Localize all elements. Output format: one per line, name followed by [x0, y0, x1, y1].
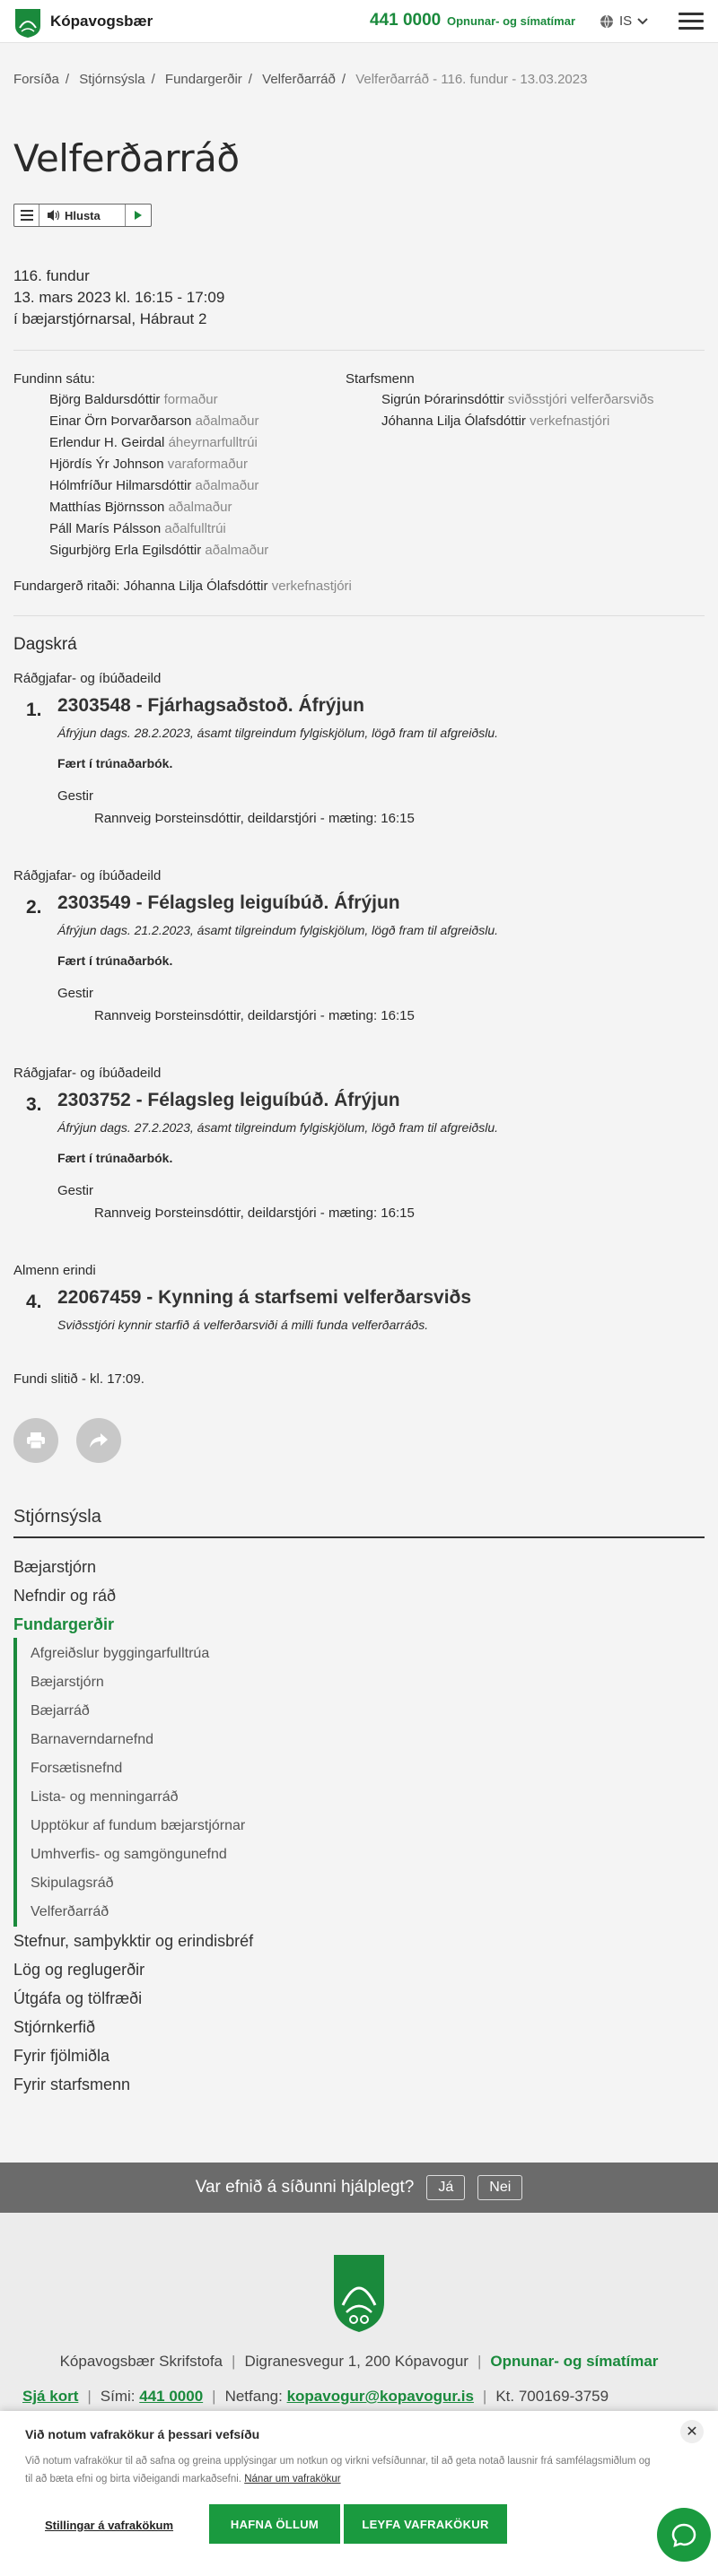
kopavogur-logo[interactable]	[14, 8, 41, 39]
agenda-number: 3.	[26, 1094, 42, 1115]
nav-item[interactable]: Fyrir starfsmenn	[13, 2076, 131, 2093]
nav-item[interactable]: Stjórnkerfið	[13, 2018, 96, 2036]
attendee: Hjördís Ýr Johnson varaformaður	[49, 457, 248, 472]
agenda-title[interactable]: 2303752 - Félagsleg leiguíbúð. Áfrýjun	[57, 1090, 400, 1110]
guests-label: Gestir	[57, 788, 94, 804]
attendee: Matthías Björnsson aðalmaður	[49, 500, 232, 515]
meeting-datetime: 13. mars 2023 kl. 16:15 - 17:09	[13, 289, 225, 306]
agenda-conclusion: Fært í trúnaðarbók.	[57, 756, 173, 770]
listen-player[interactable]	[13, 204, 152, 227]
page-title: Velferðarráð	[13, 136, 240, 180]
guest-entry: Rannveig Þorsteinsdóttir, deildarstjóri - mæting: 16:15	[94, 811, 415, 826]
subnav-item[interactable]: Umhverfis- og samgöngunefnd	[31, 1847, 227, 1862]
agenda-item	[13, 1263, 705, 1332]
meeting-info	[13, 265, 224, 330]
agenda-department: Ráðgjafar- og íbúðadeild	[13, 671, 162, 686]
cookie-banner	[0, 2411, 718, 2576]
section-heading: Stjórnsýsla	[13, 1507, 101, 1527]
agenda-description: Sviðsstjóri kynnir starfið á velferðarsviði á milli funda velferðarráðs.	[57, 1318, 429, 1332]
meeting-location: í bæjarstjórnarsal, Hábraut 2	[13, 310, 207, 327]
agenda-description: Áfrýjun dags. 27.2.2023, ásamt tilgreindum fylgiskjölum, lögð fram til afgreiðslu.	[57, 1120, 499, 1135]
listen-label: Hlusta	[65, 208, 101, 222]
site-header	[0, 0, 718, 43]
attendee: Hólmfríður Hilmarsdóttir aðalmaður	[49, 478, 259, 493]
opening-hours-link[interactable]: Opnunar- og símatímar	[447, 14, 576, 28]
nav-item[interactable]: Fyrir fjölmiðla	[13, 2047, 110, 2065]
subnav-item[interactable]: Barnaverndarnefnd	[31, 1732, 153, 1747]
subnav-item[interactable]: Skipulagsráð	[31, 1875, 114, 1891]
staff-member: Jóhanna Lilja Ólafsdóttir verkefnastjóri	[381, 413, 610, 429]
breadcrumb-fundargerdir[interactable]: Fundargerðir	[164, 72, 242, 87]
guest-entry: Rannveig Þorsteinsdóttir, deildarstjóri - mæting: 16:15	[94, 1008, 415, 1023]
agenda-number: 1.	[26, 700, 42, 720]
agenda-number: 4.	[26, 1292, 42, 1312]
attendees-heading: Fundinn sátu:	[13, 371, 95, 387]
print-icon[interactable]	[13, 1418, 58, 1463]
agenda-description: Áfrýjun dags. 21.2.2023, ásamt tilgreindum fylgiskjölum, lögð fram til afgreiðslu.	[57, 923, 499, 937]
language-selector[interactable]	[600, 13, 648, 29]
subnav-item[interactable]: Upptökur af fundum bæjarstjórnar	[31, 1818, 246, 1833]
listen-button[interactable]	[39, 205, 126, 226]
breadcrumb-home[interactable]: Forsíða	[13, 72, 59, 87]
breadcrumb-stjornsysla[interactable]: Stjórnsýsla	[79, 72, 145, 87]
feedback-no-button[interactable]: Nei	[477, 2175, 522, 2200]
nav-item[interactable]: Útgáfa og tölfræði	[13, 1989, 143, 2007]
agenda-title[interactable]: 2303548 - Fjárhagsaðstoð. Áfrýjun	[57, 695, 364, 716]
cookie-text: Við notum vafrakökur til að safna og greina upplýsingar um notkun og virkni vefsíðunnar, til að geta notað lausnir frá samfélagsmiðlum og til að bæta efni og birta viðeigandi markaðsefni. Nánar um vafrakökur	[25, 2456, 651, 2485]
subnav-item[interactable]: Velferðarráð	[31, 1904, 109, 1919]
agenda-item	[13, 1066, 705, 1221]
cookie-settings-link[interactable]: Stillingar á vafrakökum	[45, 2519, 174, 2532]
language-label: IS	[619, 13, 633, 29]
agenda-item	[13, 671, 705, 826]
nav-item[interactable]: Stefnur, samþykktir og erindisbréf	[13, 1932, 254, 1950]
nav-item[interactable]: Bæjarstjórn	[13, 1558, 97, 1576]
attendee: Einar Örn Þorvarðarson aðalmaður	[49, 413, 259, 429]
nav-item[interactable]: Nefndir og ráð	[13, 1587, 117, 1605]
agenda-heading: Dagskrá	[13, 635, 77, 654]
accept-cookies-button[interactable]: LEYFA VAFRAKÖKUR	[344, 2504, 507, 2544]
attendees-list	[49, 389, 268, 561]
guests-label: Gestir	[57, 1183, 94, 1198]
footer-address: Kópavogsbær Skrifstofa | Digranesvegur 1, 200 Kópavogur | Opnunar- og símatímar	[59, 2353, 659, 2370]
footer-contact: Sjá kort | Sími: 441 0000 | Netfang: kopavogur@kopavogur.is | Kt. 700169-3759	[22, 2388, 609, 2405]
cookie-title: Við notum vafrakökur á þessari vefsíðu	[25, 2427, 260, 2441]
agenda-conclusion: Fært í trúnaðarbók.	[57, 953, 173, 968]
agenda-conclusion: Fært í trúnaðarbók.	[57, 1151, 173, 1165]
header-phone[interactable]: 441 0000	[370, 11, 442, 30]
kopavogur-crest-icon	[332, 2253, 386, 2334]
map-link[interactable]: Sjá kort	[22, 2388, 79, 2405]
agenda-description: Áfrýjun dags. 28.2.2023, ásamt tilgreindum fylgiskjölum, lögð fram til afgreiðslu.	[57, 726, 499, 740]
agenda-department: Almenn erindi	[13, 1263, 96, 1278]
nav-item-active[interactable]: Fundargerðir	[13, 1615, 115, 1633]
minutes-writer: Fundargerð ritaði: Jóhanna Lilja Ólafsdóttir verkefnastjóri	[13, 579, 352, 594]
staff-list	[381, 389, 653, 432]
agenda-department: Ráðgjafar- og íbúðadeild	[13, 868, 162, 883]
subnav-item[interactable]: Forsætisnefnd	[31, 1761, 123, 1776]
subnav-indicator	[13, 1638, 17, 1927]
feedback-question: Var efnið á síðunni hjálplegt?	[195, 2178, 415, 2197]
speaker-icon	[47, 209, 61, 222]
attendee: Páll Marís Pálsson aðalfulltrúi	[49, 521, 226, 536]
breadcrumb: Forsíða / Stjórnsýsla / Fundargerðir / Velferðarráð / Velferðarráð - 116. fundur - 13.03.2023	[13, 72, 588, 87]
agenda-title[interactable]: 22067459 - Kynning á starfsemi velferðarsviðs	[57, 1287, 472, 1308]
subnav-item[interactable]: Bæjarráð	[31, 1703, 90, 1719]
play-icon[interactable]	[126, 210, 151, 221]
attendee: Sigurbjörg Erla Egilsdóttir aðalmaður	[49, 543, 269, 558]
divider	[13, 350, 705, 351]
subnav-item[interactable]: Bæjarstjórn	[31, 1675, 104, 1690]
agenda-department: Ráðgjafar- og íbúðadeild	[13, 1066, 162, 1081]
agenda-title[interactable]: 2303549 - Félagsleg leiguíbúð. Áfrýjun	[57, 892, 400, 913]
guest-entry: Rannveig Þorsteinsdóttir, deildarstjóri - mæting: 16:15	[94, 1205, 415, 1221]
reject-all-button[interactable]: HAFNA ÖLLUM	[209, 2504, 340, 2544]
meeting-closed: Fundi slitið - kl. 17:09.	[13, 1371, 144, 1387]
guests-label: Gestir	[57, 986, 94, 1001]
agenda-number: 2.	[26, 897, 42, 918]
agenda-item	[13, 868, 705, 1023]
share-icon[interactable]	[76, 1418, 121, 1463]
listen-menu-icon[interactable]	[14, 205, 39, 226]
staff-heading: Starfsmenn	[346, 371, 415, 387]
chat-icon[interactable]	[657, 2508, 711, 2562]
subnav-item[interactable]: Afgreiðslur byggingarfulltrúa	[31, 1646, 210, 1661]
chevron-down-icon	[637, 18, 648, 25]
close-icon[interactable]: ✕	[680, 2420, 704, 2443]
feedback-yes-button[interactable]: Já	[426, 2175, 465, 2200]
footer-hours-link[interactable]: Opnunar- og símatímar	[490, 2353, 659, 2370]
divider	[13, 615, 705, 616]
breadcrumb-velferdarrad[interactable]: Velferðarráð	[262, 72, 336, 87]
cookie-more-link[interactable]: Nánar um vafrakökur	[244, 2474, 341, 2485]
attendee: Erlendur H. Geirdal áheyrnarfulltrúi	[49, 435, 258, 450]
divider	[13, 1536, 705, 1538]
subnav-item[interactable]: Lista- og menningarráð	[31, 1789, 179, 1805]
staff-member: Sigrún Þórarinsdóttir sviðsstjóri velferðarsviðs	[381, 392, 654, 407]
attendee: Björg Baldursdóttir formaður	[49, 392, 218, 407]
org-name[interactable]: Kópavogsbær	[50, 13, 153, 30]
subnav-list	[31, 1640, 245, 1927]
globe-icon	[600, 14, 614, 29]
meeting-number: 116. fundur	[13, 267, 90, 284]
nav-item[interactable]: Lög og reglugerðir	[13, 1961, 145, 1979]
footer-phone[interactable]: 441 0000	[139, 2388, 204, 2405]
feedback-bar	[0, 2163, 718, 2213]
breadcrumb-current: Velferðarráð - 116. fundur - 13.03.2023	[355, 72, 588, 87]
menu-icon[interactable]	[679, 13, 704, 30]
footer-email[interactable]: kopavogur@kopavogur.is	[286, 2388, 474, 2405]
